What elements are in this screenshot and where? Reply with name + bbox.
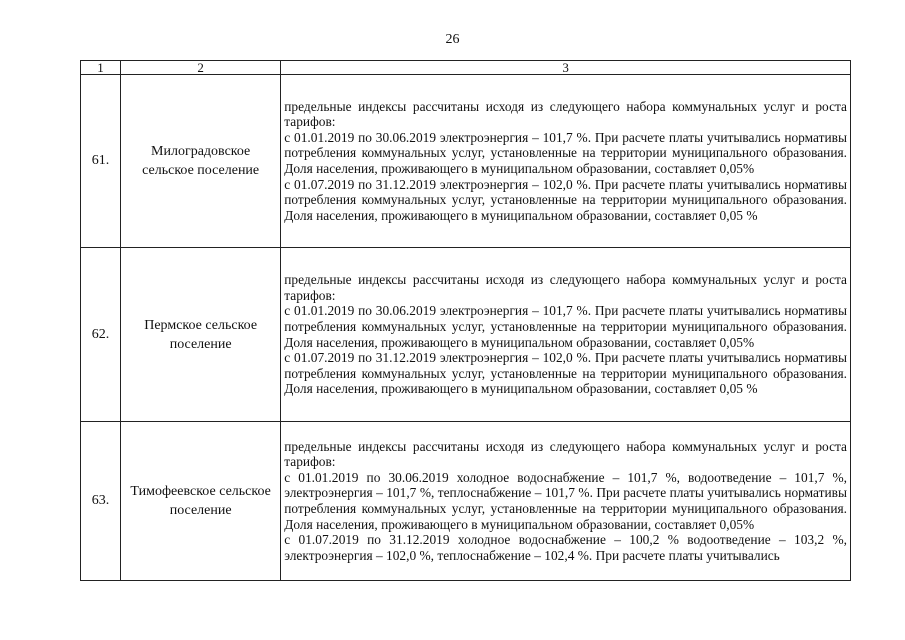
description-line: с 01.01.2019 по 30.06.2019 электроэнергия – 101,7 %. При расчете платы учитывались нормативы потребления коммунальных услуг, установленные на территории муниципального образования. Доля населения, проживающего в муниципальном образовании, составляет 0,05% — [284, 303, 847, 350]
row-number: 63. — [81, 422, 121, 581]
description-line: предельные индексы рассчитаны исходя из следующего набора коммунальных услуг и роста тарифов: — [284, 272, 847, 303]
table-header-row — [81, 61, 851, 75]
page-number: 26 — [445, 32, 460, 47]
description-line: предельные индексы рассчитаны исходя из следующего набора коммунальных услуг и роста тарифов: — [284, 98, 847, 130]
table-row — [81, 422, 851, 581]
description-line: с 01.01.2019 по 30.06.2019 электроэнергия – 101,7 %. При расчете платы учитывались нормативы потребления коммунальных услуг, установленные на территории муниципального образования. Доля населения, проживающего в муниципальном образовании, составляет 0,05% — [284, 129, 847, 176]
description-line: с 01.07.2019 по 31.12.2019 холодное водоснабжение – 100,2 % водоотведение – 103,2 %, электроэнергия – 102,0 %, теплоснабжение – 102,4 %. При расчете платы учитывались — [284, 532, 847, 563]
header-col-1: 1 — [81, 61, 121, 75]
tariff-table — [80, 60, 851, 581]
settlement-name: Пермское сельское поселение — [121, 248, 281, 422]
tariff-description — [281, 248, 851, 422]
table-row — [81, 75, 851, 248]
settlement-name: Милоградовское сельское поселение — [121, 75, 281, 248]
description-line: предельные индексы рассчитаны исходя из следующего набора коммунальных услуг и роста тарифов: — [284, 438, 847, 470]
description-line: с 01.07.2019 по 31.12.2019 электроэнергия – 102,0 %. При расчете платы учитывались нормативы потребления коммунальных услуг, установленные на территории муниципального образования. Доля населения, проживающего в муниципальном образовании, составляет 0,05 % — [284, 350, 847, 397]
header-col-2: 2 — [121, 61, 281, 75]
table-row — [81, 248, 851, 422]
tariff-description — [281, 422, 851, 581]
tariff-description — [281, 75, 851, 248]
description-line: с 01.07.2019 по 31.12.2019 электроэнергия – 102,0 %. При расчете платы учитывались нормативы потребления коммунальных услуг, установленные на территории муниципального образования. Доля населения, проживающего в муниципальном образовании, составляет 0,05 % — [284, 176, 847, 223]
settlement-name: Тимофеевское сельское поселение — [121, 422, 281, 581]
row-number: 61. — [81, 75, 121, 248]
header-col-3: 3 — [281, 61, 851, 75]
description-line: с 01.01.2019 по 30.06.2019 холодное водоснабжение – 101,7 %, водоотведение – 101,7 %, электроэнергия – 101,7 %, теплоснабжение – 101,7 %. При расчете платы учитывались нормативы потребления коммунальных услуг, установленные на территории муниципального образования. Доля населения, проживающего в муниципальном образовании, составляет 0,05% — [284, 469, 847, 532]
row-number: 62. — [81, 248, 121, 422]
